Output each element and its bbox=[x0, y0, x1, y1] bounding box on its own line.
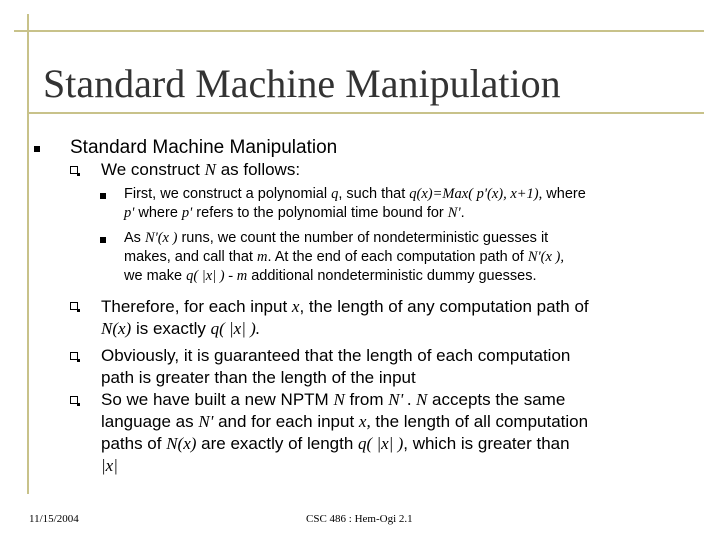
level1-heading: Standard Machine Manipulation bbox=[70, 137, 338, 158]
subbullet-guesses-line2: makes, and call that m. At the end of each computation path of N'(x ), bbox=[124, 249, 564, 265]
bullet-construct-n: We construct N as follows: bbox=[101, 160, 301, 179]
bullet-built-line2: language as N' and for each input x, the length of all computation bbox=[101, 412, 589, 431]
square-bullet-icon bbox=[34, 146, 40, 152]
square-bullet-icon bbox=[100, 193, 106, 199]
footer-date: 11/15/2004 bbox=[29, 513, 79, 525]
bullet-obviously-line1: Obviously, it is guaranteed that the length of each computation bbox=[101, 346, 571, 365]
slide-title: Standard Machine Manipulation bbox=[43, 61, 561, 106]
frame-vertical-rule bbox=[27, 14, 29, 494]
hollow-square-bullet-icon bbox=[70, 352, 78, 360]
frame-horizontal-rule bbox=[14, 30, 704, 32]
subbullet-guesses-line3: we make q( |x| ) - m additional nondeterministic dummy guesses. bbox=[124, 268, 537, 284]
hollow-square-bullet-icon bbox=[70, 302, 78, 310]
hollow-square-bullet-icon bbox=[70, 396, 78, 404]
hollow-square-bullet-icon bbox=[70, 166, 78, 174]
bullet-therefore-line2: N(x) is exactly q( |x| ). bbox=[101, 319, 261, 338]
subbullet-polynomial-line1: First, we construct a polynomial q, such that q(x)=Max( p'(x), x+1), where bbox=[124, 186, 586, 202]
bullet-built-line4: |x| bbox=[101, 456, 118, 475]
bullet-therefore-line1: Therefore, for each input x, the length of any computation path of bbox=[101, 297, 589, 316]
subbullet-polynomial-line2: p' where p' refers to the polynomial time bound for N'. bbox=[124, 205, 465, 221]
square-bullet-icon bbox=[100, 237, 106, 243]
bullet-built-line1: So we have built a new NPTM N from N' . N accepts the same bbox=[101, 390, 566, 409]
bullet-obviously-line2: path is greater than the length of the input bbox=[101, 368, 416, 387]
bullet-built-line3: paths of N(x) are exactly of length q( |x| ), which is greater than bbox=[101, 434, 570, 453]
subbullet-guesses-line1: As N'(x ) runs, we count the number of nondeterministic guesses it bbox=[124, 230, 549, 246]
title-underline-rule bbox=[28, 112, 704, 114]
footer-course: CSC 486 : Hem-Ogi 2.1 bbox=[306, 513, 413, 525]
